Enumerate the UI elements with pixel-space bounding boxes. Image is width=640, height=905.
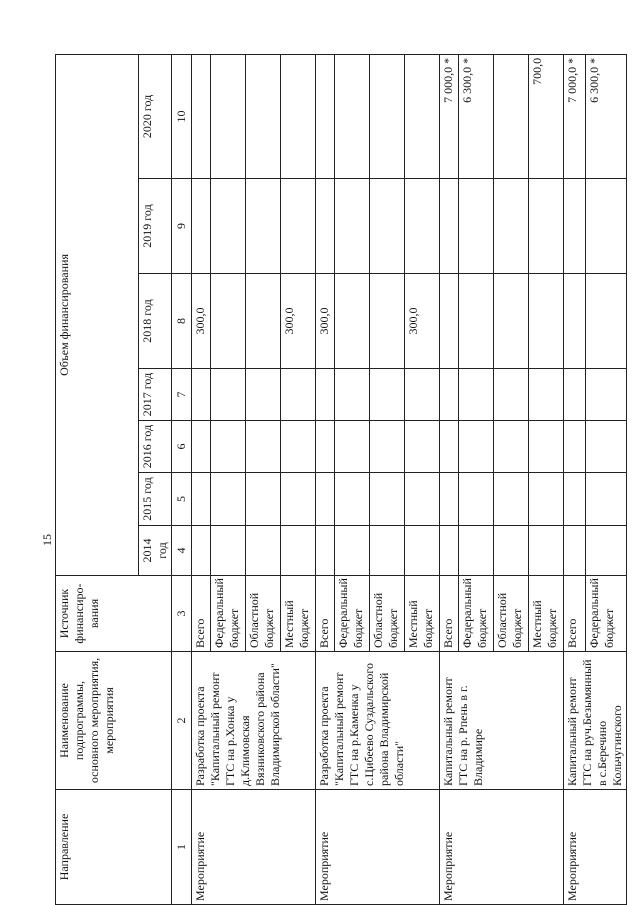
table-row (316, 54, 335, 904)
value-cell: 300,0 (281, 274, 316, 369)
value-cell (405, 179, 440, 274)
value-cell (246, 526, 281, 576)
value-cell (211, 473, 246, 526)
header-year: 2017 год (139, 369, 172, 421)
value-cell (494, 526, 529, 576)
value-cell (586, 473, 627, 526)
column-numbers-row (172, 54, 192, 904)
col-number: 8 (172, 274, 192, 369)
value-cell: 300,0 (192, 274, 211, 369)
header-year: 2019 год (139, 179, 172, 274)
measure-name-cell: Капитальный ремонт ГТС на руч.Безымянный в с.Беречино Кольчугинского (564, 652, 627, 790)
value-cell (211, 369, 246, 421)
value-cell (316, 369, 335, 421)
value-cell (405, 421, 440, 473)
value-cell (211, 54, 246, 178)
header-year: 2020 год (139, 54, 172, 178)
value-cell (335, 473, 370, 526)
value-cell (459, 274, 494, 369)
source-cell: Местный бюджет (529, 576, 564, 652)
rotated-page (55, 55, 624, 905)
page-number: 15 (40, 534, 54, 546)
source-cell: Федеральный бюджет (211, 576, 246, 652)
value-cell (405, 369, 440, 421)
value-cell (211, 526, 246, 576)
value-cell (370, 421, 405, 473)
value-cell (586, 179, 627, 274)
value-cell (405, 54, 440, 178)
value-cell (246, 369, 281, 421)
col-number: 4 (172, 526, 192, 576)
value-cell: 700,0 (529, 54, 564, 178)
value-cell (440, 421, 459, 473)
value-cell (494, 274, 529, 369)
value-cell (370, 179, 405, 274)
measure-name-cell: Разработка проекта "Капитальный ремонт ГТС на р.Хонка у д.Климовская Вязниковского района Владимирской области" (192, 652, 316, 790)
measure-name-cell: Разработка проекта "Капитальный ремонт ГТС на р.Каменка у с.Цибеево Суздальского района Владимирской области" (316, 652, 440, 790)
direction-cell: Мероприятие (192, 790, 316, 905)
source-cell: Федеральный бюджет (335, 576, 370, 652)
value-cell (192, 421, 211, 473)
value-cell (529, 473, 564, 526)
value-cell (564, 421, 586, 473)
value-cell (529, 526, 564, 576)
value-cell (192, 526, 211, 576)
header-source: Источник финансиро-вания (56, 576, 172, 652)
header-direction: Направление (56, 790, 172, 905)
value-cell (246, 473, 281, 526)
value-cell (211, 421, 246, 473)
value-cell (405, 473, 440, 526)
col-number: 9 (172, 179, 192, 274)
value-cell (529, 274, 564, 369)
col-number: 10 (172, 54, 192, 178)
header-year: 2015 год (139, 473, 172, 526)
value-cell (459, 473, 494, 526)
header-name: Наименование подпрограммы, основного мероприятия, мероприятия (56, 652, 172, 790)
header-year: 2016 год (139, 421, 172, 473)
financing-table (55, 54, 627, 905)
value-cell (211, 179, 246, 274)
source-cell: Областной бюджет (494, 576, 529, 652)
value-cell (586, 369, 627, 421)
value-cell (494, 179, 529, 274)
table-row (440, 54, 459, 904)
col-number: 5 (172, 473, 192, 526)
measure-name-cell: Капитальный ремонт ГТС на р. Рпень в г. Владимире (440, 652, 564, 790)
value-cell: 7 000,0 * (440, 54, 459, 178)
value-cell (440, 274, 459, 369)
value-cell (370, 369, 405, 421)
value-cell (459, 179, 494, 274)
value-cell: 300,0 (316, 274, 335, 369)
value-cell (440, 473, 459, 526)
value-cell (246, 54, 281, 178)
col-number: 7 (172, 369, 192, 421)
direction-cell: Мероприятие (564, 790, 627, 905)
value-cell (440, 369, 459, 421)
value-cell: 6 300,0 * (459, 54, 494, 178)
value-cell (586, 526, 627, 576)
value-cell (192, 54, 211, 178)
value-cell (246, 179, 281, 274)
value-cell (494, 421, 529, 473)
value-cell (564, 526, 586, 576)
direction-cell: Мероприятие (440, 790, 564, 905)
source-cell: Местный бюджет (281, 576, 316, 652)
value-cell: 6 300,0 * (586, 54, 627, 178)
value-cell (192, 369, 211, 421)
col-number: 2 (172, 652, 192, 790)
value-cell (335, 274, 370, 369)
value-cell: 300,0 (405, 274, 440, 369)
source-cell: Федеральный бюджет (459, 576, 494, 652)
source-cell: Всего (440, 576, 459, 652)
value-cell (370, 473, 405, 526)
value-cell (564, 473, 586, 526)
value-cell (335, 526, 370, 576)
header-year: 2018 год (139, 274, 172, 369)
value-cell (564, 179, 586, 274)
value-cell (281, 179, 316, 274)
value-cell (281, 473, 316, 526)
value-cell (246, 274, 281, 369)
value-cell (192, 473, 211, 526)
value-cell: 7 000,0 * (564, 54, 586, 178)
col-number: 1 (172, 790, 192, 905)
value-cell (316, 526, 335, 576)
value-cell (586, 274, 627, 369)
header-volume: Объем финансирования (56, 54, 139, 575)
source-cell: Федеральный бюджет (586, 576, 627, 652)
value-cell (335, 179, 370, 274)
value-cell (370, 526, 405, 576)
value-cell (529, 179, 564, 274)
value-cell (246, 421, 281, 473)
value-cell (529, 421, 564, 473)
value-cell (494, 54, 529, 178)
source-cell: Областной бюджет (246, 576, 281, 652)
source-cell: Всего (316, 576, 335, 652)
value-cell (192, 179, 211, 274)
value-cell (281, 369, 316, 421)
table-row (564, 54, 586, 904)
value-cell (316, 473, 335, 526)
header-year: 2014 год (139, 526, 172, 576)
value-cell (459, 369, 494, 421)
source-cell: Областной бюджет (370, 576, 405, 652)
col-number: 6 (172, 421, 192, 473)
value-cell (440, 179, 459, 274)
value-cell (370, 274, 405, 369)
value-cell (564, 274, 586, 369)
value-cell (316, 54, 335, 178)
value-cell (586, 421, 627, 473)
source-cell: Всего (564, 576, 586, 652)
value-cell (316, 421, 335, 473)
table-body (192, 54, 627, 904)
value-cell (281, 526, 316, 576)
value-cell (494, 473, 529, 526)
value-cell (335, 421, 370, 473)
col-number: 3 (172, 576, 192, 652)
source-cell: Местный бюджет (405, 576, 440, 652)
source-cell: Всего (192, 576, 211, 652)
value-cell (316, 179, 335, 274)
value-cell (494, 369, 529, 421)
value-cell (281, 54, 316, 178)
value-cell (459, 526, 494, 576)
value-cell (459, 421, 494, 473)
value-cell (370, 54, 405, 178)
value-cell (405, 526, 440, 576)
value-cell (440, 526, 459, 576)
value-cell (564, 369, 586, 421)
value-cell (529, 369, 564, 421)
value-cell (335, 54, 370, 178)
table-row (192, 54, 211, 904)
value-cell (281, 421, 316, 473)
value-cell (211, 274, 246, 369)
value-cell (335, 369, 370, 421)
direction-cell: Мероприятие (316, 790, 440, 905)
